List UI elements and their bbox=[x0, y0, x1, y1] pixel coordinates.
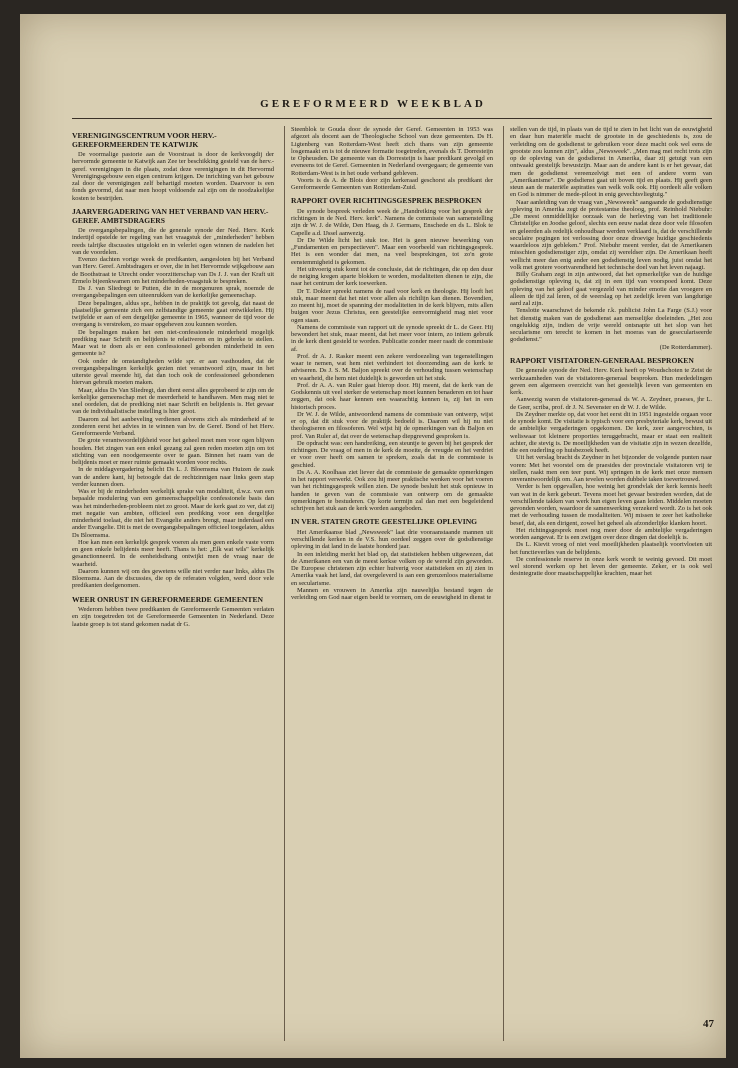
article-paragraph: Prof. dr A. A. van Ruler gaat hierop door. Hij meent, dat de kerk van de Godskennis uit veel sterker de wetenschap moet kunnen benaderen en tot haar zeggen, dat ook haar kennen een waarachtig kennen is, zij het in een historisch proces. bbox=[291, 381, 493, 411]
article-paragraph: De grote verantwoordelijkheid voor het geheel moet men voor ogen blijven houden. Het zingen van een enkel gezang zal geen reden moeten zijn om tot stichting van een noodgemeente over te gaan. Binnen het raam van de belijdenis moet er meer ruimte gemaakt worden voor rechts. bbox=[72, 437, 274, 467]
article-columns bbox=[72, 126, 712, 1041]
column-3 bbox=[503, 126, 712, 1041]
article-paragraph: De confessionele reserve in onze kerk wordt te weinig gevoed. Dit moet wel storend werken op het leven der gemeente. Zeker, er is ook wel desintegratie door maatschappelijke krachten, maar het bbox=[510, 555, 712, 578]
article-paragraph: Tenslotte waarschuwt de bekende r.k. publicist John La Farge (S.J.) voor het dienstig maken van de godsdienst aan menselijke doeleinden. „Het zou ongelukkig zijn, indien de vrije wereld ontsnapte uit het slop van het secularisme om terecht te komen in het moeras van de geseculariseerde godsdienst." bbox=[510, 307, 712, 344]
article-paragraph: Dr De Wilde licht het stuk toe. Het is geen nieuwe bewerking van „Fundamenten en perspectieven". Maar een voorbeeld van richtingsgesprek. Het is een wonder dat men, na veel besprekingen, tot zo'n grote eenstemmigheid is gekomen. bbox=[291, 236, 493, 266]
article-paragraph: Prof. dr A. J. Rasker meent een zekere verdoezeling van tegenstellingen waar te nemen, wat hem niet verhindert tot doorzending aan de kerk te adviseren. Ds J. S. M. Baljon spreekt over de verhouding tussen wetenschap en waarheid, die hem niet duidelijk is geworden uit het stuk. bbox=[291, 352, 493, 382]
article-paragraph: Verder is hen opgevallen, hoe weinig het grondvlak der kerk kennis heeft van wat in de kerk gebeurt. Tevens moet het gevaar bestreden worden, dat de verschillende takken van werk hun eigen leven gaan leiden. Middelen moeten gevonden worden, waardoor de samenwerking verzekerd wordt. Zo is het ook met de verhouding tussen de modaliteiten. Wij missen te zeer het katholieke besef, dat, als een dirigent, zowel het geheel als afzonderlijke klanken hoort. bbox=[510, 483, 712, 527]
article-paragraph: Ds Zeydner merkte op, dat voor het eerst dit in 1951 ingestelde orgaan voor de synode komt. De visitatie is typisch voor een presbyteriale kerk, bewust uit de ambtelijke vergaderingen opgekomen. De kerk, zeer aangevochten, is weliswaar tot kleinere proporties teruggebracht, maar er staat een realiteit achter, die stevig is. De moeilijkheden van de visitatie zijn in wezen dezelfde, die een ouderling op huisbezoek heeft. bbox=[510, 410, 712, 455]
article-heading: VERENIGINGSCENTRUM VOOR HERV.-GEREFORMEERDEN TE KATWIJK bbox=[72, 131, 217, 149]
article-paragraph: Dr W. J. de Wilde, antwoordend namens de commissie van ontwerp, wijst er op, dat dit stuk voor de praktijk bedoeld is. Daarom wil hij nu niet theologiseren en filosoferen. Wel wijst hij de opmerkingen van ds Baljon en prof. Van Ruler af, dat over de wetenschap diepgrevend gesproken is. bbox=[291, 410, 493, 440]
article-paragraph: Evenzo dachten vorige week de predikanten, aangesloten bij het Verband van Herv. Geref. Ambtsdragers er over, die in het Hervormde wijkgebouw aan de Boothstraat te Utrecht onder voorzitterschap van Ds J. J. van der Kraft uit Ermelo bijeenkwamen om het minderheden-vraagstuk te bespreken. bbox=[72, 256, 274, 285]
article-paragraph: Het Amerikaanse blad „Newsweek" laat drie vooraanstaande mannen uit verschillende kerken in de V.S. hun oordeel zeggen over de godsdienstige opleving in dat land in de laatste honderd jaar. bbox=[291, 528, 493, 551]
article-paragraph: Naar aanleiding van de vraag van „Newsweek" aangaande de godsdienstige opleving in Amerika zegt de protestantse theoloog, prof. Reinhold Niebuhr: „De meest onmiddellijke oorzaak van de herleving van het traditionele Christelijke en Joodse geloof, slechts een eeuw nadat deze door vele filosofen en geleerden als redelijk onhoudbaar werden verklaard is, dat de verschillende seculaire pogingen tot verlossing door onze droevige huidige geschiedenis waardeloos zijn gebleken." Prof. Niebuhr meent verder, dat de Amerikanen misschien godsdienstiger zijn, omdat zij wereldser zijn. De Amerikaan heeft wellicht meer dan enig ander een godsdienstig leven nodig, juist omdat het volk met grotere voortvarendheid het technische doel van het leven najaagt. bbox=[510, 198, 712, 271]
article-paragraph: De voormalige pastorie aan de Voorstraat is door de kerkvoogdij der hervormde gemeente te Katwijk aan Zee ter beschikking gesteld van de herv.-geref. verenigingen in die plaats, zodat deze verenigingen in dit Hervormd Verenigingsgebouw een eigen centrum krijgen. De inrichting van het gebouw zal door de verenigingen zelf behartigd moeten worden. Daarvoor is een fonds gevormd, dat naar men hoopt voldoende zal zijn om de noodzakelijke kosten te bestrijden. bbox=[72, 151, 274, 202]
article-paragraph: Het uitvoerig stuk komt tot de conclusie, dat de richtingen, die op den duur de neiging kregen aparte blokken te worden, modaliteiten dienen te zijn, die naar het centrum der kerk toewerken. bbox=[291, 265, 493, 288]
source-credit: (De Rotterdammer). bbox=[659, 343, 712, 351]
article-heading: RAPPORT OVER RICHTINGSGESPREK BESPROKEN bbox=[291, 196, 482, 206]
article-heading: IN VER. STATEN GROTE GEESTELIJKE OPLEVING bbox=[291, 517, 478, 527]
article-heading: WEER ONRUST IN GEREFORMEERDE GEMEENTEN bbox=[72, 594, 263, 604]
article-paragraph: De opdracht was: een handreiking, een steuntje te geven bij het gesprek der richtingen. De vraag of men in de kerk de moeite, de vreugde en het verdriet er voor over heeft om samen te spreken, zoals dat in de commissie is geschied. bbox=[291, 439, 493, 469]
article-paragraph: Ds A. A. Koolhaas ziet liever dat de commissie de gemaakte opmerkingen in het rapport verwerkt. Ook zou hij meer praktische wenken voor het voeren van het richtingsgesprek willen zien. De synode besluit het stuk opnieuw in handen te geven van de commissie van ontwerp om de gemaakte opmerkingen te bestuderen. Op korte termijn zal dan met een begeleidend schrijven het stuk aan de kerk worden aangeboden. bbox=[291, 468, 493, 513]
article-paragraph: Was er bij de minderheden werkelijk sprake van modaliteit, d.w.z. van een bepaalde modulering van een gemeenschappelijke confessionele basis dan was het minderheden-probleem niet zo groot. Maar de kerk gaat zo ver, dat zij met negatie van ambten, officieel een prediking voor een dergelijke minderheid toelaat, die niet het Evangelie anders brengt, maar inderdaad een ander Evangelie. Dit is met de overgangsbepalingen officieel toegelaten, aldus Ds Bloemsma. bbox=[72, 488, 274, 539]
article-paragraph: De synode bespreek verleden week de „Handreiking voor het gesprek der richtingen in de Ned. Herv. kerk". Namens de commissie van samenstelling zijn dr W. J. de Wilde, Den Haag, ds J. Germans, Enschede en ds L. Blok te Capelle a.d. IJssel aanwezig. bbox=[291, 207, 493, 237]
article-paragraph: De bepalingen maken het een niet-confessionele minderheid mogelijk prediking naar Schrift en belijdenis te relativeren en in gebreke te stellen. Maar wat te doen als er een confessioneel gebonden minderheid in een gemeente is? bbox=[72, 328, 274, 358]
newspaper-page bbox=[20, 14, 726, 1058]
article-paragraph: De overgangsbepalingen, die de generale synode der Ned. Herv. Kerk indertijd opstelde ter regeling van het vraagstuk der „minderheden" hebben reeds talrijke discussies uitgelokt en in velerlei ogen winnen de nadelen het van de voordelen. bbox=[72, 227, 274, 256]
article-paragraph: Wederom hebben twee predikanten de Gereformeerde Gemeenten verlaten en zijn toegetreden tot de Gereformeerde Gemeenten in Nederland. Deze laatste groep is tot stand gekomen nadat dr G. bbox=[72, 606, 274, 628]
page-number: 47 bbox=[703, 1018, 714, 1030]
header-rule bbox=[72, 118, 712, 119]
article-paragraph: Namens de commissie van rapport uit de synode spreekt dr L. de Geer. Hij bewondert het stuk, maar meent, dat het meer voor intern, zo intiem gebruik in de kerk dient gesteld te worden. Publicatie zonder meer raadt de commissie af. bbox=[291, 323, 493, 353]
article-paragraph: De generale synode der Ned. Herv. Kerk heeft op Woudschoten te Zeist de werkzaamheden van de visitatoren-generaal besproken. Hun mededelingen geven een algemeen overzicht van het geestelijk leven van gemeenten en kerk. bbox=[510, 367, 712, 397]
article-paragraph: Aanwezig waren de visitatoren-generaal ds W. A. Zeydner, praeses, jhr L. de Geer, scriba, prof. dr J. N. Sevenster en dr W. J. de Wilde. bbox=[510, 396, 712, 411]
article-heading: JAARVERGADERING VAN HET VERBAND VAN HERV.-GEREF. AMBTSDRAGERS bbox=[72, 206, 269, 225]
article-heading: RAPPORT VISITATOREN-GENERAAL BESPROKEN bbox=[510, 355, 694, 365]
article-paragraph: Uit het verslag bracht ds Zeydner in het bijzonder de volgende punten naar voren: Met het voorstel om de praesides der provinciale visitatoren vrij te stellen, raakt men een teer punt. Wij springen in de kerk met onze mensen onverantwoordelijk om. Aan tevelen worden dubbele taken toevertrouwd. bbox=[510, 454, 712, 484]
article-paragraph: Mannen en vrouwen in Amerika zijn nauwelijks bestand tegen de verleiding om God naar eigen beeld te vormen, om de eeuwigheid in dienst te bbox=[291, 586, 493, 602]
column-1 bbox=[72, 126, 274, 1041]
article-paragraph: Billy Graham zegt in zijn antwoord, dat het opmerkelijke van de huidige godsdienstige opleving is, dat zij in een tijd van voorspoed komt. Deze opleving van het geloof gaat vergezeld van minder emotie dan vroegere en alleen de tijd zal leren, of de weerslag op het zedelijk leven van langdurige aard zal zijn. bbox=[510, 271, 712, 307]
article-paragraph: Hoe kan men een kerkelijk gesprek voeren als men geen enkele vaste vorm en geen enkele belijdenis meer heeft. Thans is het: „Elk wat wils" kerkelijk gesanctionneerd. In de eenheidsdrang ontwijkt men de vraag naar de waarheid. bbox=[72, 538, 274, 568]
article-paragraph: Ook onder de omstandigheden wilde spr. er aan vasthouden, dat de overgangsbepalingen kerkelijk gezien niet verantwoord zijn, maar in het uiterste geval meende hij, dat dan toch ook de confessioneel gebondenen hiervan gebruik moeten maken. bbox=[72, 357, 274, 387]
article-paragraph: stellen van de tijd, in plaats van de tijd te zien in het licht van de eeuwigheid en daar hun materiële macht de grootste in de geschiedenis is, zou de verleiding om de godsdienst te gebruiken voor deze macht ook wel eens de grootste zou kunnen zijn", aldus „Newsweek". „Men mag met recht trots zijn op de opleving van de godsdienst in Amerika, daar zij getuigt van een ontwaakt geestelijk bewustzijn. Maar aan de andere kant is er het gevaar, dat men de godsdienst vereenzelvigt met een of andere vorm van „Amerikanisme". De godsdienst gaat uit boven tijd en plaats. Hij geeft geen steun aan de materiële aspiraties van welk volk ook. Hij oordeelt alle volken en God is nimmer de mede-piloot in enig gevechtsvliegtuig." bbox=[510, 126, 712, 199]
article-paragraph: Ds L. Kievit vroeg of niet veel moeilijkheden plaatselijk voortvloeien uit het functieverlies van de belijdenis. bbox=[510, 541, 712, 556]
article-paragraph: Het richtingsgesprek moet nog meer door de ambtelijke vergaderingen worden aangevat. Er is een zwijgen over deze dingen dat doelelijk is. bbox=[510, 526, 712, 542]
article-paragraph: Maar, aldus Ds Van Sliedregt, dan dient eerst alles geprobeerd te zijn om de kerkelijke gemeenschap met de meerderheid te handhaven. Men mag niet te snel oordelen, dat de prediking niet naar Schrift en belijdenis is. Het gevaar van de individualistische instelling is hier groot. bbox=[72, 386, 274, 416]
article-paragraph: Steenblok te Gouda door de synode der Geref. Gemeenten in 1953 was afgezet als docent aan de Theologische School van deze gemeenten. Ds H. Ligtenberg van Rotterdam-West heeft zich thans van zijn gemeente losgemaakt en is tot de nieuwe formatie toegetreden, evenals ds T. Dorresteijn te Opheusden. De gemeente van ds Dorresteijn is haar predikant gevolgd en eveneens tot de Geref. Gemeenten in Nederland overgegaan; de gemeente van Rotterdam-West is in het oude verband gebleven. bbox=[291, 126, 493, 177]
running-title: GEREFORMEERD WEEKBLAD bbox=[260, 98, 486, 110]
column-2 bbox=[284, 126, 493, 1041]
article-paragraph: Daarom kunnen wij om des gewetens wille niet verder naar links, aldus Ds Bloemsma. Aan de discussies, die op de referaten volgden, werd door vele predikanten deelgenomen. bbox=[72, 567, 274, 590]
article-paragraph: Ds J. van Sliedregt te Putten, die in de morgenuren sprak, noemde de overgangsbepalingen een uiteenrukken van de kerkelijke gemeenschap. bbox=[72, 285, 274, 300]
article-paragraph: In de middagvergadering belicht Ds L. J. Bloemsma van Huizen de zaak van de andere kant, hij betoogde dat de rechtzinnigen naar links geen stap verder kunnen doen. bbox=[72, 466, 274, 488]
article-paragraph: In een inleiding merkt het blad op, dat statistieken hebben uitgewezen, dat de Amerikanen een van de meest kerkse volken op de wereld zijn geworden. De Europese christenen zijn echter huiverig voor statistieken en zij zien in Amerika vaak het land, dat overgeleverd is aan een grenzenloos materialisme en secularisme. bbox=[291, 550, 493, 587]
article-paragraph: Voorts is ds A. de Blois door zijn kerkeraad geschorst als predikant der Gereformeerde Gemeenten van Rotterdam-Zuid. bbox=[291, 176, 493, 191]
article-paragraph: Deze bepalingen, aldus spr., hebben in de praktijk tot gevolg, dat naast de plaatselijke gemeente zich een zelfstandige gemeente gaat ontwikkelen. Hij twijfelde er aan of een dergelijke gemeente in 1965, wanneer de tijd voor de overgang is verstreken, zo maar opgeheven zou kunnen worden. bbox=[72, 299, 274, 329]
article-paragraph: Daarom zal het aanbeveling verdienen alvorens zich als minderheid af te zonderen eerst het advies in te winnen van bv. de Geref. Bond of het Herv. Gereformeerde Verband. bbox=[72, 415, 274, 438]
article-paragraph: Dr T. Dokter spreekt namens de raad voor kerk en theologie. Hij looft het stuk, maar meent dat het niet voor allen als richtlijn kan dienen. Bovendien, zo meent hij, moet de spanning der modaliteiten in de kerk blijven, mits allen buigen voor Jezus Christus, een geestelijke eenvormigheid mag niet voor ogen staan. bbox=[291, 287, 493, 324]
